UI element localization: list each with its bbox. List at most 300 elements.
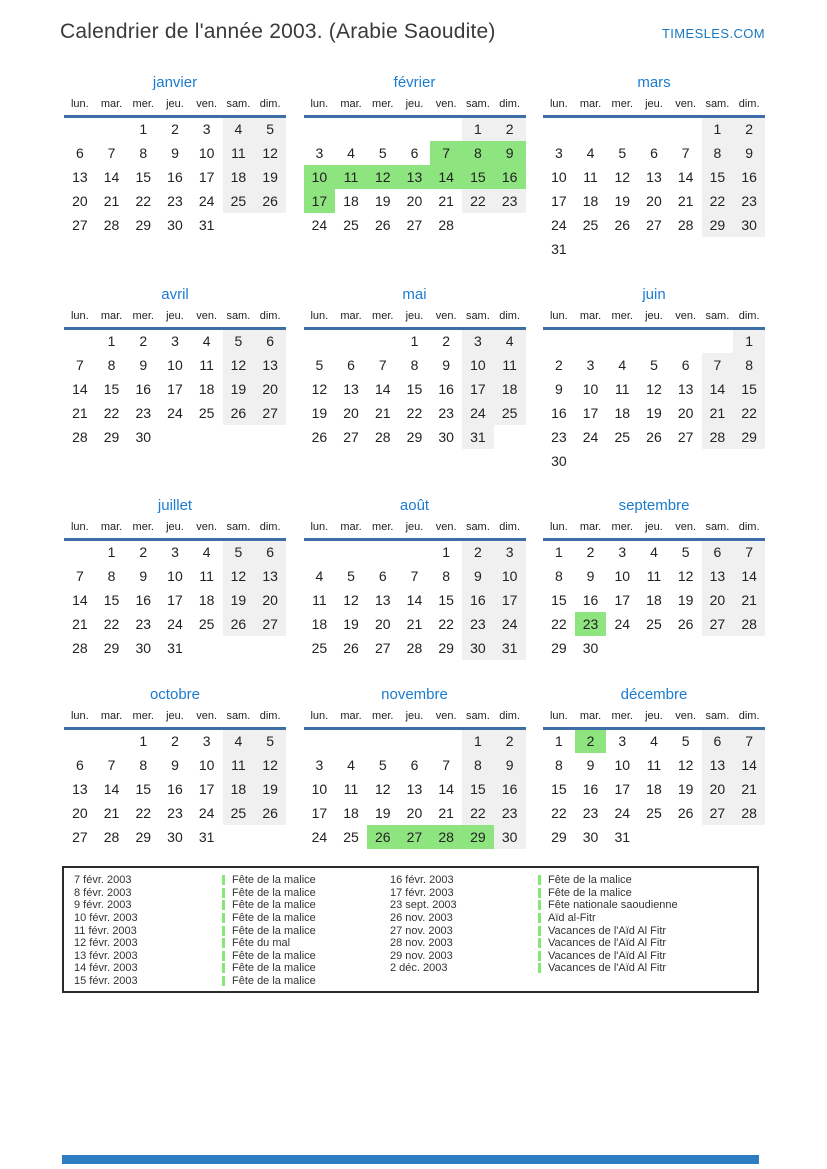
- day-cell: 14: [72, 380, 88, 397]
- day-cell: 2: [554, 356, 563, 373]
- day-cell: 17: [551, 192, 567, 209]
- empty-cell: [367, 117, 399, 141]
- day-cell: 16: [135, 591, 152, 608]
- day-cell: 28: [677, 216, 694, 233]
- day-cell: 22: [551, 615, 567, 632]
- empty-cell: [543, 117, 575, 141]
- day-cell: 21: [677, 192, 694, 209]
- day-cell: 4: [223, 729, 255, 753]
- day-cell: 5: [378, 756, 387, 773]
- day-cell: 15: [462, 165, 494, 189]
- day-header: ven.: [435, 521, 457, 533]
- week-row: [304, 588, 526, 612]
- day-cell: 20: [702, 777, 734, 801]
- day-cell: 14: [438, 780, 454, 797]
- day-header: ven.: [435, 98, 457, 110]
- day-cell: 21: [374, 404, 391, 421]
- day-cell: 30: [551, 452, 567, 469]
- day-header: mar.: [100, 98, 123, 110]
- day-cell: 25: [311, 639, 328, 656]
- day-header: ven.: [196, 710, 218, 722]
- empty-cell: [399, 540, 431, 564]
- week-row: [304, 329, 526, 353]
- day-cell: 2: [171, 733, 179, 750]
- day-cell: 4: [494, 329, 526, 353]
- day-header: lun.: [310, 521, 329, 533]
- day-cell: 20: [254, 588, 286, 612]
- day-header: ven.: [435, 310, 457, 322]
- day-cell: 2: [494, 729, 526, 753]
- day-header: dim.: [738, 710, 760, 722]
- day-cell: 27: [72, 828, 88, 845]
- empty-cell: [702, 636, 734, 660]
- day-cell: 3: [171, 333, 179, 350]
- day-cell: 26: [223, 612, 255, 636]
- month-juin: [543, 286, 765, 497]
- legend-item: [74, 924, 390, 937]
- day-header: mar.: [340, 98, 362, 110]
- month-title: décembre: [620, 686, 688, 703]
- page-title: Calendrier de l'année 2003. (Arabie Saoudite): [60, 20, 496, 43]
- legend-item: [390, 899, 757, 912]
- day-cell: 28: [374, 428, 391, 445]
- legend-item: [390, 887, 757, 900]
- empty-cell: [64, 729, 96, 753]
- day-cell: 16: [462, 588, 494, 612]
- empty-cell: [670, 825, 702, 849]
- day-cell: 3: [202, 733, 211, 750]
- empty-cell: [638, 636, 670, 660]
- day-cell: 22: [551, 804, 567, 821]
- empty-cell: [606, 449, 638, 473]
- empty-cell: [254, 636, 286, 660]
- week-row: [543, 377, 765, 401]
- day-cell: 15: [406, 380, 423, 397]
- day-cell: 6: [75, 144, 84, 161]
- day-cell: 27: [343, 428, 359, 445]
- week-row: [64, 141, 286, 165]
- empty-cell: [96, 729, 128, 753]
- day-cell: 4: [347, 756, 355, 773]
- day-cell: 16: [582, 780, 599, 797]
- day-cell: 25: [198, 615, 215, 632]
- empty-cell: [399, 117, 431, 141]
- day-header: mer.: [132, 310, 154, 322]
- day-cell: 28: [430, 825, 462, 849]
- day-cell: 18: [223, 165, 255, 189]
- month-janvier: [64, 74, 286, 286]
- empty-cell: [254, 425, 286, 449]
- day-cell: 9: [171, 144, 179, 161]
- week-row: [543, 588, 765, 612]
- day-cell: 7: [378, 356, 387, 373]
- day-cell: 20: [702, 588, 734, 612]
- day-cell: 23: [582, 804, 599, 821]
- day-cell: 15: [551, 591, 567, 608]
- day-cell: 12: [374, 780, 391, 797]
- day-cell: 25: [646, 804, 662, 821]
- month-title: avril: [161, 286, 189, 303]
- holiday-tick-icon: [222, 963, 225, 973]
- day-cell: 14: [103, 168, 120, 185]
- day-cell: 17: [582, 404, 599, 421]
- day-header: mar.: [100, 521, 123, 533]
- day-cell: 8: [733, 353, 765, 377]
- day-cell: 9: [494, 753, 526, 777]
- day-header: ven.: [196, 310, 218, 322]
- day-cell: 18: [494, 377, 526, 401]
- day-cell: 16: [167, 780, 183, 797]
- month-grid: [304, 708, 526, 849]
- legend-label: Fête de la malice: [548, 874, 632, 887]
- empty-cell: [702, 825, 734, 849]
- day-cell: 4: [202, 544, 211, 561]
- day-cell: 27: [646, 216, 662, 233]
- week-row: [64, 353, 286, 377]
- day-cell: 9: [139, 356, 148, 373]
- day-cell: 23: [135, 615, 152, 632]
- empty-cell: [191, 636, 223, 660]
- day-cell: 5: [681, 733, 690, 750]
- day-cell: 6: [702, 729, 734, 753]
- week-row: [304, 540, 526, 564]
- week-row: [64, 825, 286, 849]
- week-row: [64, 753, 286, 777]
- month-grid: [543, 708, 765, 849]
- month-février: [304, 74, 526, 286]
- legend-item: [74, 937, 390, 950]
- day-cell: 27: [399, 825, 431, 849]
- day-header: lun.: [549, 710, 568, 722]
- week-row: [543, 564, 765, 588]
- day-cell: 22: [103, 615, 120, 632]
- day-cell: 29: [406, 428, 423, 445]
- day-cell: 10: [614, 756, 631, 773]
- day-cell: 24: [167, 404, 183, 421]
- day-header: mer.: [611, 710, 633, 722]
- day-header: sam.: [705, 98, 730, 110]
- week-row: [543, 449, 765, 473]
- holiday-tick-icon: [538, 926, 541, 936]
- day-cell: 6: [254, 329, 286, 353]
- day-cell: 3: [586, 356, 595, 373]
- day-cell: 14: [733, 564, 765, 588]
- week-row: [543, 612, 765, 636]
- day-cell: 2: [575, 729, 607, 753]
- day-header: jeu.: [645, 710, 663, 722]
- day-cell: 12: [677, 756, 694, 773]
- month-title: octobre: [149, 686, 201, 703]
- day-header: mar.: [100, 710, 123, 722]
- day-cell: 20: [374, 615, 391, 632]
- holiday-tick-icon: [538, 875, 541, 885]
- day-header: dim.: [259, 521, 281, 533]
- week-row: [304, 117, 526, 141]
- empty-cell: [430, 729, 462, 753]
- day-header: dim.: [738, 98, 760, 110]
- legend-date: 15 févr. 2003: [74, 975, 138, 988]
- legend-column: [64, 874, 390, 991]
- day-header: ven.: [675, 310, 697, 322]
- day-cell: 3: [202, 121, 211, 138]
- week-row: [64, 540, 286, 564]
- week-row: [64, 425, 286, 449]
- day-cell: 1: [139, 121, 148, 138]
- day-cell: 29: [103, 428, 120, 445]
- day-cell: 1: [462, 729, 494, 753]
- day-cell: 2: [586, 544, 595, 561]
- day-header: mar.: [340, 310, 362, 322]
- month-grid: [304, 519, 526, 660]
- week-row: [304, 425, 526, 449]
- month-octobre: [64, 686, 286, 849]
- day-header: mer.: [611, 98, 633, 110]
- day-cell: 10: [167, 567, 183, 584]
- week-row: [543, 825, 765, 849]
- day-header: sam.: [226, 710, 251, 722]
- legend-date: 23 sept. 2003: [390, 899, 457, 912]
- day-cell: 19: [223, 588, 255, 612]
- day-header: mer.: [611, 521, 633, 533]
- month-title: juin: [642, 286, 666, 303]
- week-row: [543, 141, 765, 165]
- day-cell: 17: [614, 780, 631, 797]
- day-header: mar.: [100, 310, 123, 322]
- week-row: [304, 564, 526, 588]
- empty-cell: [543, 329, 575, 353]
- day-header: jeu.: [405, 98, 424, 110]
- day-cell: 26: [254, 801, 286, 825]
- legend-label: Fête de la malice: [232, 912, 316, 925]
- day-cell: 11: [343, 780, 359, 797]
- day-header: lun.: [70, 521, 89, 533]
- day-cell: 22: [103, 404, 120, 421]
- day-cell: 3: [171, 544, 179, 561]
- empty-cell: [223, 825, 255, 849]
- day-header: sam.: [226, 521, 251, 533]
- day-cell: 11: [646, 756, 662, 773]
- week-row: [304, 165, 526, 189]
- day-cell: 30: [494, 825, 526, 849]
- day-cell: 11: [312, 591, 327, 608]
- day-cell: 24: [198, 192, 215, 209]
- legend-item: [74, 912, 390, 925]
- day-cell: 27: [406, 216, 423, 233]
- day-header: ven.: [196, 521, 218, 533]
- day-cell: 6: [410, 144, 419, 161]
- week-row: [543, 237, 765, 261]
- day-cell: 8: [554, 756, 563, 773]
- week-row: [64, 564, 286, 588]
- day-cell: 20: [646, 192, 662, 209]
- day-cell: 31: [167, 639, 183, 656]
- day-cell: 1: [702, 117, 734, 141]
- empty-cell: [159, 425, 191, 449]
- month-grid: [543, 519, 765, 660]
- day-header: lun.: [70, 710, 89, 722]
- legend-label: Fête du mal: [232, 937, 291, 950]
- month-grid: [64, 96, 286, 237]
- day-header: mar.: [579, 710, 602, 722]
- day-cell: 13: [677, 380, 694, 397]
- day-cell: 7: [107, 756, 116, 773]
- day-cell: 11: [199, 567, 214, 584]
- day-cell: 2: [139, 333, 148, 350]
- day-cell: 13: [374, 591, 391, 608]
- day-cell: 28: [72, 428, 88, 445]
- week-row: [304, 777, 526, 801]
- empty-cell: [733, 636, 765, 660]
- legend-item: [74, 899, 390, 912]
- day-cell: 7: [702, 353, 734, 377]
- day-cell: 2: [494, 117, 526, 141]
- month-grid: [304, 96, 526, 237]
- day-cell: 31: [198, 828, 215, 845]
- legend-label: Fête de la malice: [548, 886, 632, 899]
- empty-cell: [575, 449, 607, 473]
- day-cell: 13: [702, 564, 734, 588]
- day-header: lun.: [310, 710, 329, 722]
- day-cell: 22: [406, 404, 423, 421]
- empty-cell: [575, 329, 607, 353]
- day-cell: 24: [311, 828, 328, 845]
- empty-cell: [702, 237, 734, 261]
- day-cell: 19: [374, 804, 391, 821]
- month-novembre: [304, 686, 526, 849]
- week-row: [304, 753, 526, 777]
- empty-cell: [638, 237, 670, 261]
- week-row: [304, 612, 526, 636]
- empty-cell: [638, 329, 670, 353]
- month-title: juillet: [157, 497, 193, 514]
- day-cell: 24: [614, 615, 631, 632]
- legend-date: 27 nov. 2003: [390, 924, 453, 937]
- day-cell: 15: [135, 168, 152, 185]
- day-cell: 3: [554, 144, 563, 161]
- day-cell: 31: [551, 240, 567, 257]
- day-cell: 1: [442, 544, 451, 561]
- empty-cell: [64, 117, 96, 141]
- day-header: jeu.: [645, 521, 663, 533]
- day-cell: 8: [442, 567, 451, 584]
- day-cell: 24: [494, 612, 526, 636]
- day-cell: 12: [254, 141, 286, 165]
- day-cell: 9: [171, 756, 179, 773]
- day-cell: 12: [646, 380, 662, 397]
- day-header: ven.: [675, 521, 697, 533]
- week-row: [543, 353, 765, 377]
- day-cell: 29: [438, 639, 454, 656]
- empty-cell: [670, 117, 702, 141]
- month-grid: [64, 308, 286, 449]
- empty-cell: [254, 213, 286, 237]
- day-cell: 29: [135, 828, 152, 845]
- day-cell: 4: [586, 144, 595, 161]
- page-header: [0, 0, 827, 44]
- day-cell: 28: [406, 639, 423, 656]
- legend-label: Fête nationale saoudienne: [548, 899, 678, 912]
- day-header: dim.: [738, 310, 760, 322]
- day-cell: 21: [733, 777, 765, 801]
- day-cell: 3: [618, 544, 627, 561]
- day-header: sam.: [465, 310, 490, 322]
- day-cell: 25: [223, 801, 255, 825]
- day-cell: 19: [311, 404, 328, 421]
- day-cell: 18: [646, 591, 662, 608]
- day-cell: 13: [72, 168, 88, 185]
- week-row: [64, 588, 286, 612]
- day-cell: 23: [494, 189, 526, 213]
- day-cell: 31: [462, 425, 494, 449]
- day-cell: 11: [583, 168, 598, 185]
- legend-date: 26 nov. 2003: [390, 912, 453, 925]
- week-row: [543, 636, 765, 660]
- day-cell: 21: [103, 192, 120, 209]
- day-cell: 28: [438, 216, 454, 233]
- month-septembre: [543, 497, 765, 686]
- day-header: mar.: [579, 310, 602, 322]
- day-cell: 25: [646, 615, 662, 632]
- legend-date: 28 nov. 2003: [390, 937, 453, 950]
- day-cell: 6: [702, 540, 734, 564]
- day-cell: 9: [554, 380, 563, 397]
- empty-cell: [638, 449, 670, 473]
- day-cell: 1: [107, 544, 116, 561]
- day-cell: 30: [135, 428, 152, 445]
- day-cell: 14: [702, 377, 734, 401]
- day-cell: 23: [733, 189, 765, 213]
- day-cell: 30: [135, 639, 152, 656]
- empty-cell: [494, 213, 526, 237]
- day-cell: 14: [677, 168, 694, 185]
- day-header: lun.: [70, 310, 89, 322]
- day-cell: 17: [462, 377, 494, 401]
- week-row: [543, 753, 765, 777]
- day-header: mer.: [132, 521, 154, 533]
- day-cell: 10: [198, 756, 215, 773]
- day-cell: 1: [554, 544, 563, 561]
- day-cell: 26: [646, 428, 662, 445]
- day-cell: 1: [462, 117, 494, 141]
- legend-date: 14 févr. 2003: [74, 962, 138, 975]
- legend-label: Fête de la malice: [232, 899, 316, 912]
- day-cell: 15: [103, 380, 120, 397]
- day-cell: 9: [442, 356, 451, 373]
- day-header: sam.: [226, 98, 251, 110]
- day-cell: 6: [650, 144, 658, 161]
- empty-cell: [702, 329, 734, 353]
- empty-cell: [64, 329, 96, 353]
- legend-item: [74, 962, 390, 975]
- empty-cell: [191, 425, 223, 449]
- day-cell: 20: [254, 377, 286, 401]
- day-header: ven.: [196, 98, 218, 110]
- day-cell: 7: [733, 729, 765, 753]
- day-header: lun.: [549, 98, 568, 110]
- week-row: [304, 825, 526, 849]
- day-cell: 15: [438, 591, 454, 608]
- day-cell: 28: [103, 216, 120, 233]
- week-row: [304, 353, 526, 377]
- day-cell: 25: [614, 428, 631, 445]
- day-cell: 16: [733, 165, 765, 189]
- day-cell: 20: [677, 404, 694, 421]
- day-cell: 16: [551, 404, 567, 421]
- site-link[interactable]: TIMESLES.COM: [661, 26, 765, 41]
- day-cell: 22: [733, 401, 765, 425]
- day-cell: 6: [410, 756, 419, 773]
- week-row: [64, 401, 286, 425]
